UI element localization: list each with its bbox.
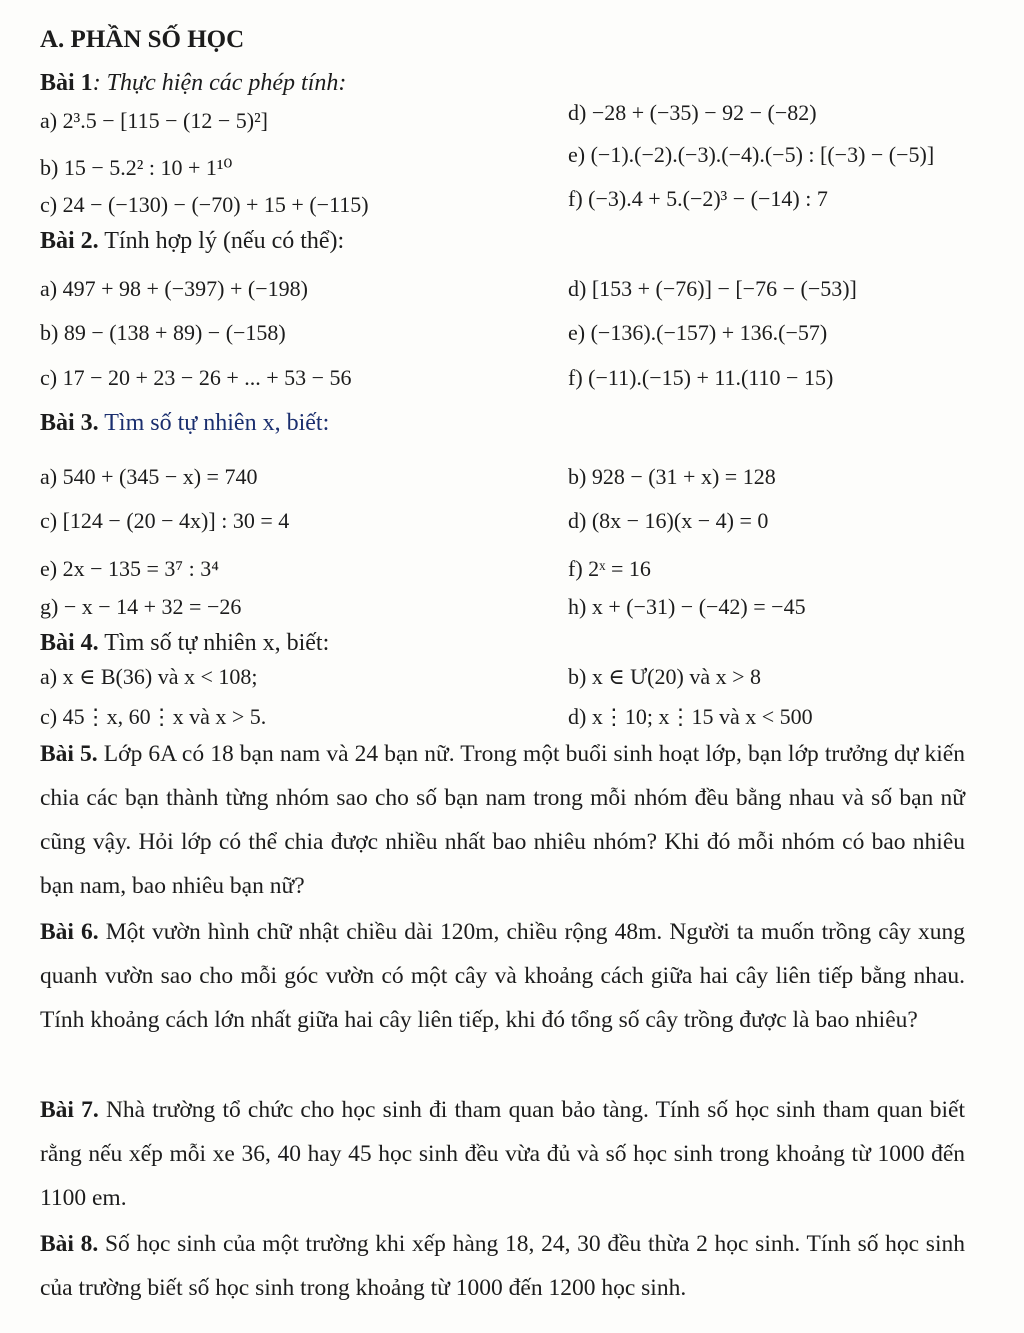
item-letter: c) [40, 192, 58, 217]
item-letter: a) [40, 464, 58, 489]
bai8-label: Bài 8. [40, 1231, 99, 1257]
item-letter: e) [40, 556, 58, 581]
item-letter: e) [568, 320, 586, 345]
bai4-item-b [568, 664, 761, 690]
bai2-item-e [568, 320, 827, 346]
item-expression: x + (−31) − (−42) = −45 [591, 594, 806, 619]
item-expression: [124 − (20 − 4x)] : 30 = 4 [62, 508, 290, 533]
item-letter: f) [568, 556, 583, 581]
bai1-item-d [568, 100, 817, 126]
item-letter: a) [40, 664, 58, 689]
item-letter: d) [568, 704, 587, 729]
bai4-heading [40, 630, 329, 657]
item-expression: −28 + (−35) − 92 − (−82) [591, 100, 817, 125]
item-expression: (−3).4 + 5.(−2)³ − (−14) : 7 [588, 186, 828, 211]
item-expression: 89 − (138 + 89) − (−158) [63, 320, 286, 345]
bai7-text: Nhà trường tổ chức cho học sinh đi tham quan bảo tàng. Tính số học sinh tham quan biết rằng nếu xếp mỗi xe 36, 40 hay 45 học sinh đều vừa đủ và số học sinh trong khoảng từ 1000 đến 1100 em. [40, 1097, 965, 1211]
section-title: A. PHẦN SỐ HỌC [40, 26, 245, 53]
bai4-label: Bài 4. [40, 630, 99, 656]
item-expression: 540 + (345 − x) = 740 [62, 464, 258, 489]
item-letter: d) [568, 100, 587, 125]
item-expression: (8x − 16)(x − 4) = 0 [591, 508, 769, 533]
item-expression: 497 + 98 + (−397) + (−198) [62, 276, 308, 301]
bai3-item-e [40, 556, 219, 582]
bai2-heading [40, 228, 344, 255]
bai5-paragraph [40, 732, 965, 908]
item-expression: x ∈ B(36) và x < 108; [62, 664, 258, 689]
item-expression: − x − 14 + 32 = −26 [63, 594, 242, 619]
bai2-item-c [40, 365, 352, 391]
item-expression: 2³.5 − [115 − (12 − 5)²] [62, 108, 268, 133]
item-letter: b) [568, 464, 587, 489]
bai1-heading [40, 70, 346, 97]
bai5-label: Bài 5. [40, 741, 98, 767]
bai3-item-h [568, 594, 806, 620]
bai3-item-d [568, 508, 768, 534]
bai3-item-c [40, 508, 289, 534]
bai4-item-c [40, 704, 266, 730]
item-letter: e) [568, 142, 586, 167]
item-letter: c) [40, 508, 58, 533]
item-letter: d) [568, 508, 587, 533]
bai3-heading [40, 410, 329, 437]
item-letter: b) [40, 155, 59, 180]
bai4-item-a [40, 664, 258, 690]
bai6-label: Bài 6. [40, 919, 99, 945]
bai6-paragraph [40, 910, 965, 1042]
item-expression: (−136).(−157) + 136.(−57) [590, 320, 828, 345]
bai2-item-d [568, 276, 857, 302]
item-letter: a) [40, 108, 58, 133]
item-expression: [153 + (−76)] − [−76 − (−53)] [591, 276, 857, 301]
bai1-label: Bài 1 [40, 70, 93, 96]
item-letter: f) [568, 186, 583, 211]
bai2-title: Tính hợp lý (nếu có thể): [98, 228, 345, 254]
item-letter: c) [40, 704, 58, 729]
item-expression: 15 − 5.2² : 10 + 1¹⁰ [63, 155, 233, 180]
bai2-item-f [568, 365, 833, 391]
bai1-item-a [40, 108, 268, 134]
bai7-label: Bài 7. [40, 1097, 99, 1123]
bai1-item-f [568, 186, 828, 212]
item-expression: 24 − (−130) − (−70) + 15 + (−115) [62, 192, 369, 217]
bai2-label: Bài 2. [40, 228, 99, 254]
item-letter: b) [40, 320, 59, 345]
item-letter: a) [40, 276, 58, 301]
bai3-label: Bài 3. [40, 410, 99, 436]
bai1-title: : Thực hiện các phép tính: [92, 70, 347, 96]
item-expression: x ∈ Ư(20) và x > 8 [591, 664, 762, 689]
bai4-item-d [568, 704, 813, 730]
item-expression: (−1).(−2).(−3).(−4).(−5) : [(−3) − (−5)] [590, 142, 935, 167]
item-letter: h) [568, 594, 587, 619]
bai3-item-a [40, 464, 257, 490]
item-letter: d) [568, 276, 587, 301]
item-expression: 17 − 20 + 23 − 26 + ... + 53 − 56 [62, 365, 352, 390]
item-letter: f) [568, 365, 583, 390]
item-letter: c) [40, 365, 58, 390]
item-expression: 2ˣ = 16 [588, 556, 651, 581]
bai5-text: Lớp 6A có 18 bạn nam và 24 bạn nữ. Trong một buổi sinh hoạt lớp, bạn lớp trưởng dự kiến chia các bạn thành từng nhóm sao cho số bạn nam trong mỗi nhóm đều bằng nhau và số bạn nữ cũng vậy. Hỏi lớp có thể chia được nhiều nhất bao nhiêu nhóm? Khi đó mỗi nhóm có bao nhiêu bạn nam, bao nhiêu bạn nữ? [40, 741, 965, 899]
bai3-item-g [40, 594, 241, 620]
bai3-title: Tìm số tự nhiên x, biết: [98, 410, 330, 436]
bai3-item-b [568, 464, 776, 490]
bai2-item-a [40, 276, 308, 302]
item-letter: b) [568, 664, 587, 689]
item-letter: g) [40, 594, 59, 619]
bai1-item-e [568, 142, 934, 168]
bai3-item-f [568, 556, 651, 582]
bai1-item-b [40, 155, 232, 181]
bai2-item-b [40, 320, 286, 346]
bai6-text: Một vườn hình chữ nhật chiều dài 120m, chiều rộng 48m. Người ta muốn trồng cây xung quanh vườn sao cho mỗi góc vườn có một cây và khoảng cách giữa hai cây liên tiếp bằng nhau. Tính khoảng cách lớn nhất giữa hai cây liên tiếp, khi đó tổng số cây trồng được là bao nhiêu? [40, 919, 965, 1033]
bai8-paragraph [40, 1222, 965, 1310]
item-expression: 45⋮x, 60⋮x và x > 5. [62, 704, 267, 729]
bai8-text: Số học sinh của một trường khi xếp hàng 18, 24, 30 đều thừa 2 học sinh. Tính số học sinh của trường biết số học sinh trong khoảng từ 1000 đến 1200 học sinh. [40, 1231, 965, 1301]
bai1-item-c [40, 192, 369, 218]
item-expression: 2x − 135 = 3⁷ : 3⁴ [62, 556, 219, 581]
bai4-title: Tìm số tự nhiên x, biết: [98, 630, 330, 656]
item-expression: 928 − (31 + x) = 128 [591, 464, 776, 489]
item-expression: x⋮10; x⋮15 và x < 500 [591, 704, 813, 729]
item-expression: (−11).(−15) + 11.(110 − 15) [588, 365, 834, 390]
bai7-paragraph [40, 1088, 965, 1220]
